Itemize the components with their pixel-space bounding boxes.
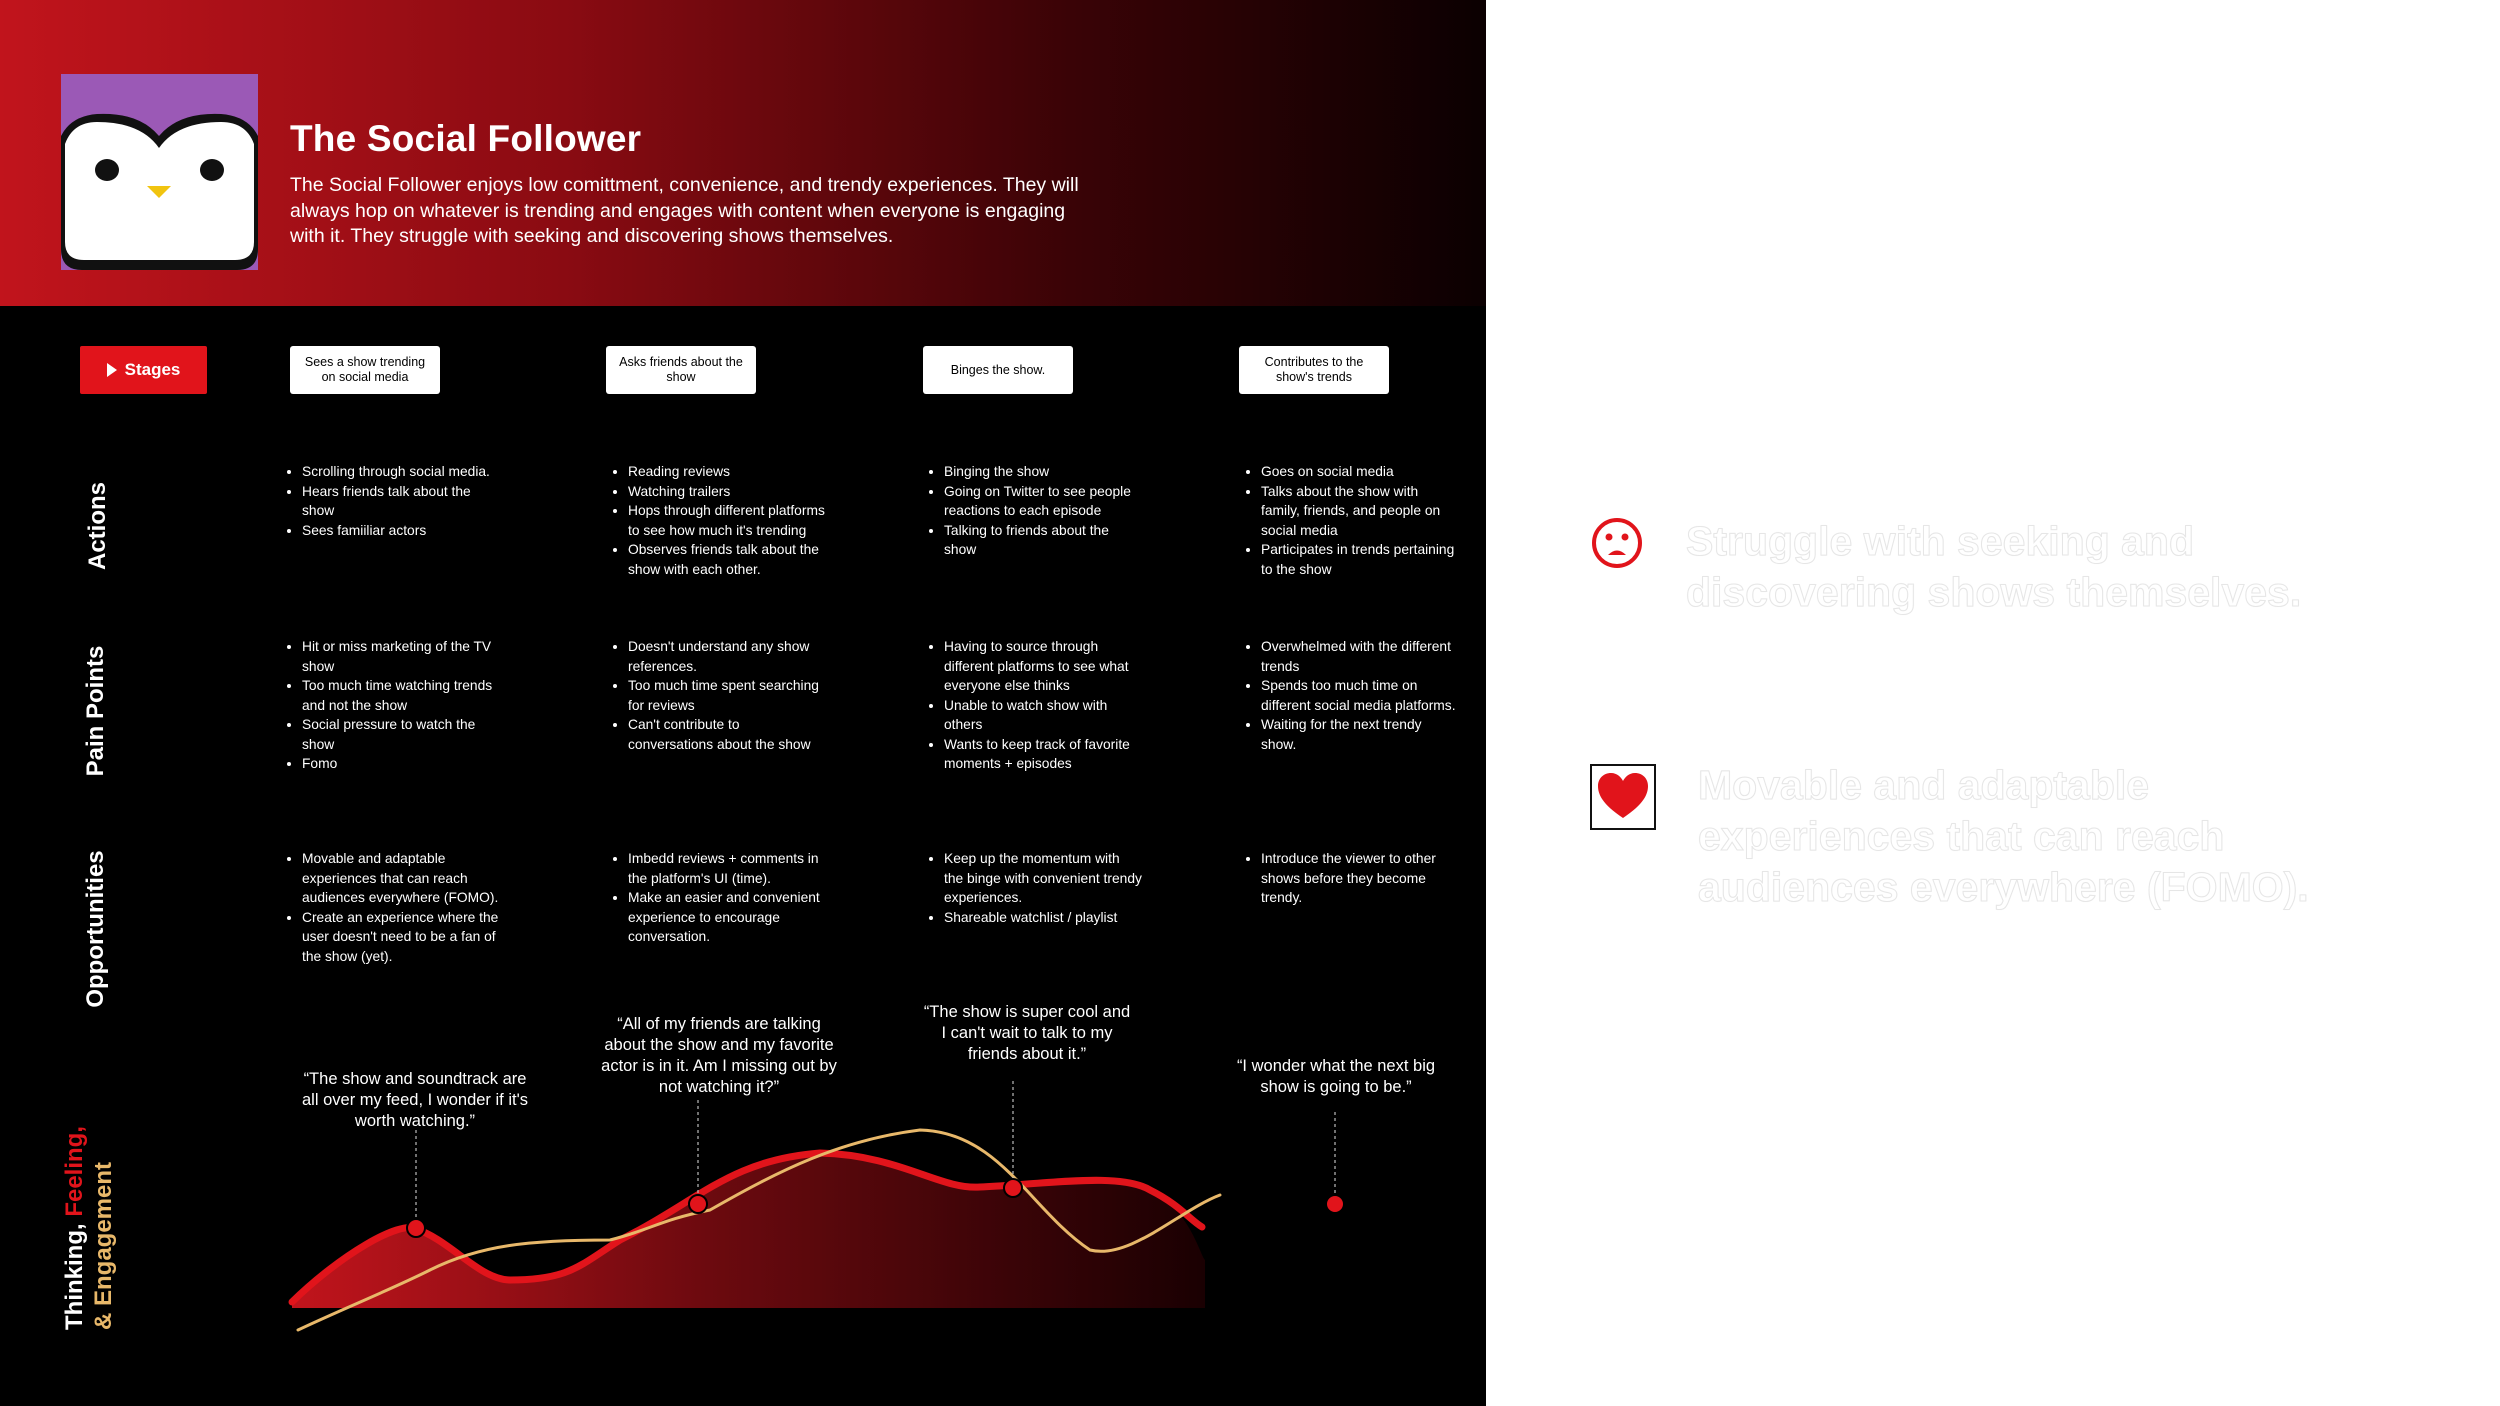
stages-label: Stages: [124, 360, 181, 379]
opportunities-cell-1: [288, 849, 500, 966]
heart-icon: [1590, 764, 1656, 830]
feeling-label: Feeling,: [61, 1125, 88, 1217]
list-item: • Can't contribute to conversations about the show: [628, 715, 826, 754]
list-item: • Talking to friends about the show: [944, 521, 1142, 560]
actions-cell-3: [930, 462, 1142, 560]
list-item: • Too much time watching trends and not the show: [302, 676, 500, 715]
list-item: • Doesn't understand any show references.: [628, 637, 826, 676]
stage-2-marker: [689, 1195, 707, 1213]
sad-face-icon: [1590, 516, 1644, 575]
list-item: • Having to source through different platforms to see what everyone else thinks: [944, 637, 1142, 696]
list-item: • Introduce the viewer to other shows before they become trendy.: [1261, 849, 1459, 908]
list-item: • Hears friends talk about the show: [302, 482, 500, 521]
actions-cell-1: [288, 462, 500, 540]
list-item: • Too much time spent searching for reviews: [628, 676, 826, 715]
persona-header: [0, 0, 1486, 306]
pain-points-cell-1: [288, 637, 500, 774]
list-item: • Shareable watchlist / playlist: [944, 908, 1142, 928]
list-item: • Make an easier and convenient experience to encourage conversation.: [628, 888, 826, 947]
persona-description: The Social Follower enjoys low comittment, convenience, and trendy experiences. They will always hop on whatever is trending and engages with content when everyone is engaging with it. They struggle with seeking and discovering shows themselves.: [290, 174, 1079, 247]
opportunities-cell-2: [614, 849, 826, 947]
list-item: • Overwhelmed with the different trends: [1261, 637, 1459, 676]
emotion-curve-chart: [280, 1080, 1420, 1340]
quote-stage-1: “The show and soundtrack are all over my feed, I wonder if it's worth watching.”: [302, 1070, 528, 1130]
opportunities-cell-3: [930, 849, 1142, 927]
list-item: • Wants to keep track of favorite moments + episodes: [944, 735, 1142, 774]
opportunities-cell-4: [1247, 849, 1459, 908]
list-item: • Create an experience where the user doesn't need to be a fan of the show (yet).: [302, 908, 500, 967]
stage-4-marker: [1326, 1195, 1344, 1213]
list-item: • Hops through different platforms to see how much it's trending: [628, 501, 826, 540]
list-item: • Social pressure to watch the show: [302, 715, 500, 754]
stage-1: Sees a show trending on social media: [290, 346, 440, 394]
engagement-label: & Engagement: [90, 1161, 117, 1330]
list-item: • Fomo: [302, 754, 500, 774]
list-item: • Sees famiiliar actors: [302, 521, 500, 541]
list-item: • Reading reviews: [628, 462, 826, 482]
list-item: • Goes on social media: [1261, 462, 1459, 482]
actions-cell-4: [1247, 462, 1459, 579]
list-item: • Binging the show: [944, 462, 1142, 482]
stage-3: Binges the show.: [923, 346, 1073, 394]
stages-button[interactable]: [80, 346, 207, 394]
row-label-thinking-feeling-engagement: [60, 1100, 120, 1330]
list-item: • Talks about the show with family, friends, and people on social media: [1261, 482, 1459, 541]
list-item: • Participates in trends pertaining to the show: [1261, 540, 1459, 579]
stage-4: Contributes to the show's trends: [1239, 346, 1389, 394]
pain-points-cell-3: [930, 637, 1142, 774]
row-label-pain-points: Pain Points: [82, 645, 109, 777]
quote-stage-4: “I wonder what the next big show is going to be.”: [1236, 1057, 1436, 1096]
quote-stage-2: “All of my friends are talking about the show and my favorite actor is in it. Am I missing out by not watching it?”: [601, 1015, 837, 1096]
stage-2: Asks friends about the show: [606, 346, 756, 394]
insight-movable: Movable and adaptable experiences that can reach audiences everywhere (FOMO).: [1698, 762, 2309, 910]
play-icon: [107, 363, 117, 377]
list-item: • Scrolling through social media.: [302, 462, 500, 482]
row-label-opportunities: Opportunities: [82, 850, 109, 1008]
feeling-area: [292, 1153, 1205, 1308]
list-item: • Spends too much time on different social media platforms.: [1261, 676, 1459, 715]
penguin-icon: [61, 74, 258, 270]
thinking-label: Thinking,: [61, 1223, 88, 1330]
list-item: • Unable to watch show with others: [944, 696, 1142, 735]
list-item: • Observes friends talk about the show with each other.: [628, 540, 826, 579]
insight-struggle: Struggle with seeking and discovering shows themselves.: [1686, 518, 2302, 615]
actions-cell-2: [614, 462, 826, 579]
list-item: • Imbedd reviews + comments in the platform's UI (time).: [628, 849, 826, 888]
list-item: • Keep up the momentum with the binge with convenient trendy experiences.: [944, 849, 1142, 908]
list-item: • Hit or miss marketing of the TV show: [302, 637, 500, 676]
stage-3-marker: [1004, 1179, 1022, 1197]
pain-points-cell-4: [1247, 637, 1459, 754]
stage-1-marker: [407, 1219, 425, 1237]
list-item: • Going on Twitter to see people reactions to each episode: [944, 482, 1142, 521]
row-label-actions: Actions: [84, 482, 111, 571]
persona-title: The Social Follower: [290, 118, 642, 159]
pain-points-cell-2: [614, 637, 826, 754]
list-item: • Watching trailers: [628, 482, 826, 502]
list-item: • Waiting for the next trendy show.: [1261, 715, 1459, 754]
quote-stage-3: “The show is super cool and I can't wait to talk to my friends about it.”: [923, 1003, 1131, 1063]
list-item: • Movable and adaptable experiences that can reach audiences everywhere (FOMO).: [302, 849, 500, 908]
